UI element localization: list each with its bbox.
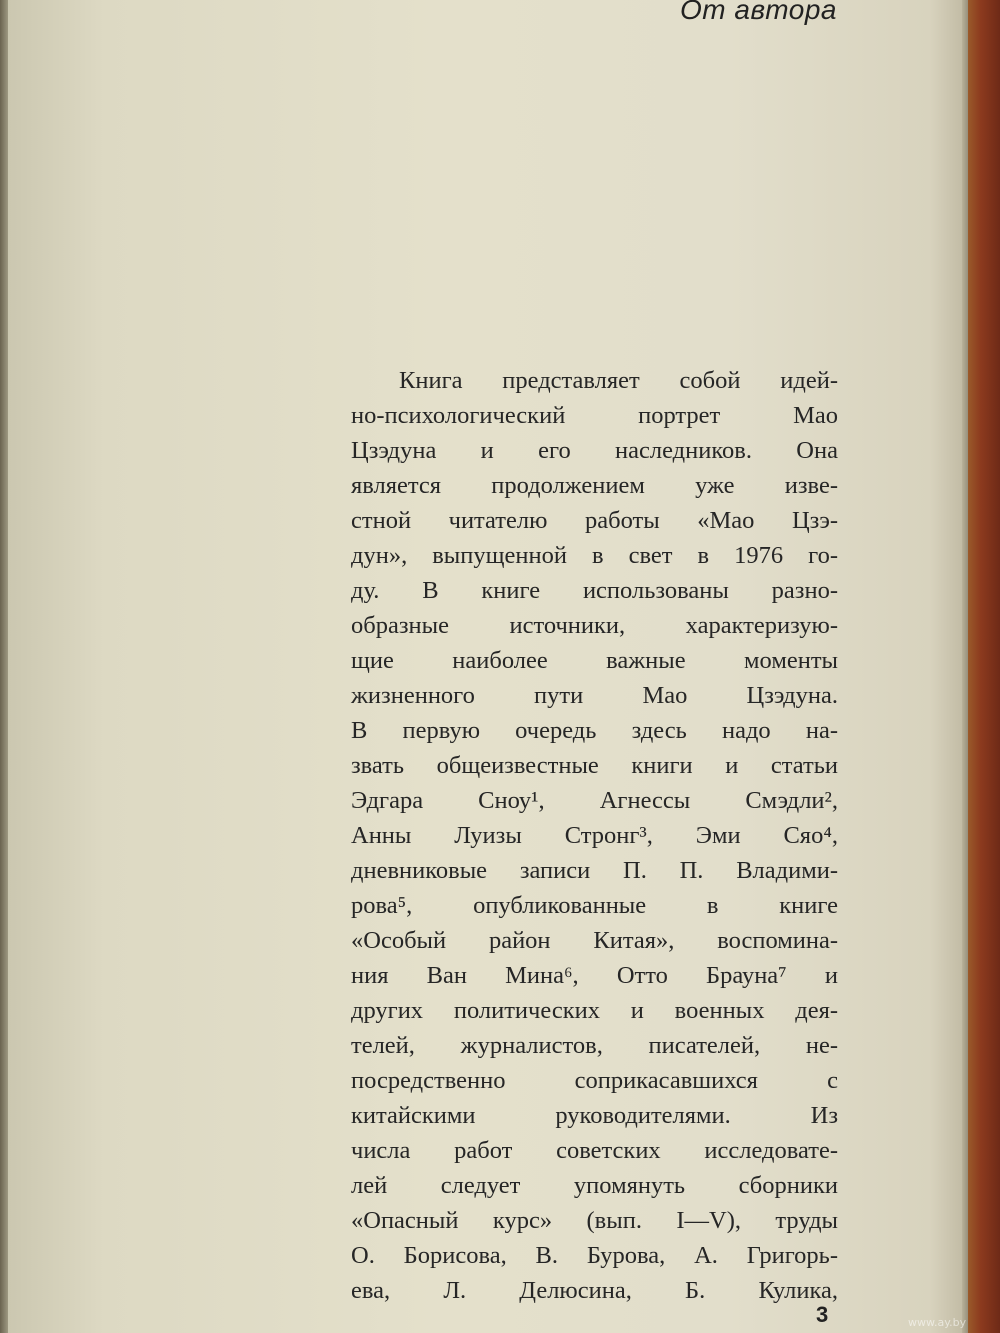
body-text — [351, 363, 838, 1308]
text-line: стной читателю работы «Мао Цзэ- — [351, 507, 838, 534]
text-line: Цзэдуна и его наследников. Она — [351, 437, 838, 464]
text-line: посредственно соприкасавшихся с — [351, 1067, 838, 1094]
text-line: Анны Луизы Стронг³, Эми Сяо⁴, — [351, 822, 838, 849]
text-line: «Особый район Китая», воспомина- — [351, 927, 838, 954]
text-line: рова⁵, опубликованные в книге — [351, 892, 838, 919]
text-line: ева, Л. Делюсина, Б. Кулика, — [351, 1277, 838, 1304]
text-line: дневниковые записи П. П. Владими- — [351, 857, 838, 884]
text-line: ния Ван Мина⁶, Отто Брауна⁷ и — [351, 962, 838, 989]
text-line: дун», выпущенной в свет в 1976 го- — [351, 542, 838, 569]
text-line: образные источники, характеризую- — [351, 612, 838, 639]
text-line: китайскими руководителями. Из — [351, 1102, 838, 1129]
text-line: других политических и военных дея- — [351, 997, 838, 1024]
text-line: является продолжением уже изве- — [351, 472, 838, 499]
page-number: 3 — [816, 1302, 829, 1327]
text-line: телей, журналистов, писателей, не- — [351, 1032, 838, 1059]
text-line: ду. В книге использованы разно- — [351, 577, 838, 604]
text-line: В первую очередь здесь надо на- — [351, 717, 838, 744]
text-line: звать общеизвестные книги и статьи — [351, 752, 838, 779]
text-line: Эдгара Сноу¹, Агнессы Смэдли², — [351, 787, 838, 814]
text-line: лей следует упомянуть сборники — [351, 1172, 838, 1199]
text-line: «Опасный курс» (вып. I—V), труды — [351, 1207, 838, 1234]
watermark: www.ay.by — [908, 1316, 967, 1329]
text-line: числа работ советских исследовате- — [351, 1137, 838, 1164]
book-cover-edge — [968, 0, 1000, 1333]
text-line: но-психологический портрет Мао — [351, 402, 838, 429]
text-line: О. Борисова, В. Бурова, А. Григорь- — [351, 1242, 838, 1269]
text-line: щие наиболее важные моменты — [351, 647, 838, 674]
text-line: Книга представляет собой идей- — [399, 367, 838, 394]
running-header: От автора — [680, 0, 837, 25]
text-line: жизненного пути Мао Цзэдуна. — [351, 682, 838, 709]
